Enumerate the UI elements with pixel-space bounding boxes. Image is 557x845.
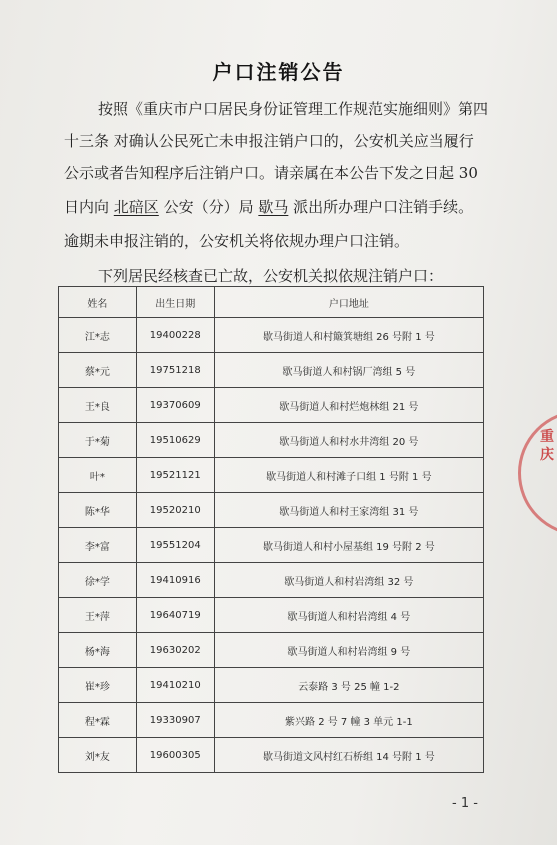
header-name: 姓名 bbox=[59, 287, 137, 318]
cell-birthdate: 19520210 bbox=[136, 493, 214, 528]
body-line-4-prefix: 日内向 bbox=[64, 198, 114, 216]
body-line-4-suffix: 派出所办理户口注销手续。 bbox=[288, 198, 474, 216]
cell-address: 歇马街道人和村岩湾组 32 号 bbox=[214, 563, 483, 598]
table-row bbox=[59, 353, 484, 388]
notice-title: 户口注销公告 bbox=[212, 60, 345, 84]
cell-birthdate: 19600305 bbox=[136, 738, 214, 773]
table-row bbox=[59, 458, 484, 493]
cell-birthdate: 19630202 bbox=[136, 633, 214, 668]
table-row bbox=[59, 423, 484, 458]
header-birthdate: 出生日期 bbox=[136, 287, 214, 318]
table-row bbox=[59, 633, 484, 668]
cell-name: 程*霖 bbox=[59, 703, 137, 738]
cell-address: 歇马街道人和村滩子口组 1 号附 1 号 bbox=[214, 458, 483, 493]
cell-address: 紫兴路 2 号 7 幢 3 单元 1-1 bbox=[214, 703, 483, 738]
table-row bbox=[59, 563, 484, 598]
cell-address: 歇马街道人和村簸箕塘组 26 号附 1 号 bbox=[214, 318, 483, 353]
table-row bbox=[59, 668, 484, 703]
cell-name: 王*萍 bbox=[59, 598, 137, 633]
cell-birthdate: 19330907 bbox=[136, 703, 214, 738]
district-name: 北碚区 bbox=[113, 198, 159, 216]
cell-address: 歇马街道人和村王家湾组 31 号 bbox=[214, 493, 483, 528]
table-row bbox=[59, 318, 484, 353]
cell-birthdate: 19510629 bbox=[136, 423, 214, 458]
cell-name: 李*富 bbox=[59, 528, 137, 563]
body-line-2: 十三条 对确认公民死亡未申报注销户口的，公安机关应当履行 bbox=[64, 132, 474, 150]
cell-birthdate: 19751218 bbox=[136, 353, 214, 388]
table-row bbox=[59, 738, 484, 773]
table-row bbox=[59, 388, 484, 423]
body-line-6: 下列居民经核查已亡故，公安机关拟依规注销户口： bbox=[98, 267, 444, 285]
cell-name: 江*志 bbox=[59, 318, 137, 353]
cell-name: 蔡*元 bbox=[59, 353, 137, 388]
cell-name: 王*良 bbox=[59, 388, 137, 423]
seal-text: 重庆 bbox=[540, 429, 554, 463]
cell-birthdate: 19410210 bbox=[136, 668, 214, 703]
cell-birthdate: 19400228 bbox=[136, 318, 214, 353]
table-row bbox=[59, 528, 484, 563]
cell-address: 歇马街道文风村红石桥组 14 号附 1 号 bbox=[214, 738, 483, 773]
table-row bbox=[59, 598, 484, 633]
cell-address: 歇马街道人和村锅厂湾组 5 号 bbox=[214, 353, 483, 388]
cell-address: 歇马街道人和村岩湾组 4 号 bbox=[214, 598, 483, 633]
cell-address: 歇马街道人和村水井湾组 20 号 bbox=[214, 423, 483, 458]
cell-birthdate: 19551204 bbox=[136, 528, 214, 563]
table-row bbox=[59, 493, 484, 528]
header-address: 户口地址 bbox=[214, 287, 483, 318]
cell-address: 云泰路 3 号 25 幢 1-2 bbox=[214, 668, 483, 703]
body-line-4-mid: 公安（分）局 bbox=[158, 198, 259, 216]
table-row bbox=[59, 703, 484, 738]
cell-address: 歇马街道人和村烂炮林组 21 号 bbox=[214, 388, 483, 423]
cell-name: 叶* bbox=[59, 458, 137, 493]
cell-address: 歇马街道人和村岩湾组 9 号 bbox=[214, 633, 483, 668]
table-header-row bbox=[59, 287, 484, 318]
cell-name: 刘*友 bbox=[59, 738, 137, 773]
body-line-5: 逾期未申报注销的，公安机关将依规办理户口注销。 bbox=[64, 232, 410, 250]
station-name: 歇马 bbox=[258, 198, 289, 216]
cell-name: 杨*海 bbox=[59, 633, 137, 668]
cell-name: 崔*珍 bbox=[59, 668, 137, 703]
cell-birthdate: 19410916 bbox=[136, 563, 214, 598]
body-line-1: 按照《重庆市户口居民身份证管理工作规范实施细则》第四 bbox=[98, 100, 489, 118]
body-line-4 bbox=[64, 196, 473, 217]
cell-birthdate: 19640719 bbox=[136, 598, 214, 633]
cell-name: 陈*华 bbox=[59, 493, 137, 528]
page-number: - 1 - bbox=[452, 796, 478, 811]
cell-birthdate: 19370609 bbox=[136, 388, 214, 423]
body-line-3: 公示或者告知程序后注销户口。请亲属在本公告下发之日起 30 bbox=[64, 164, 478, 182]
residents-table bbox=[58, 286, 484, 773]
cell-name: 于*菊 bbox=[59, 423, 137, 458]
cell-address: 歇马街道人和村小屋基组 19 号附 2 号 bbox=[214, 528, 483, 563]
cell-birthdate: 19521121 bbox=[136, 458, 214, 493]
cell-name: 徐*学 bbox=[59, 563, 137, 598]
